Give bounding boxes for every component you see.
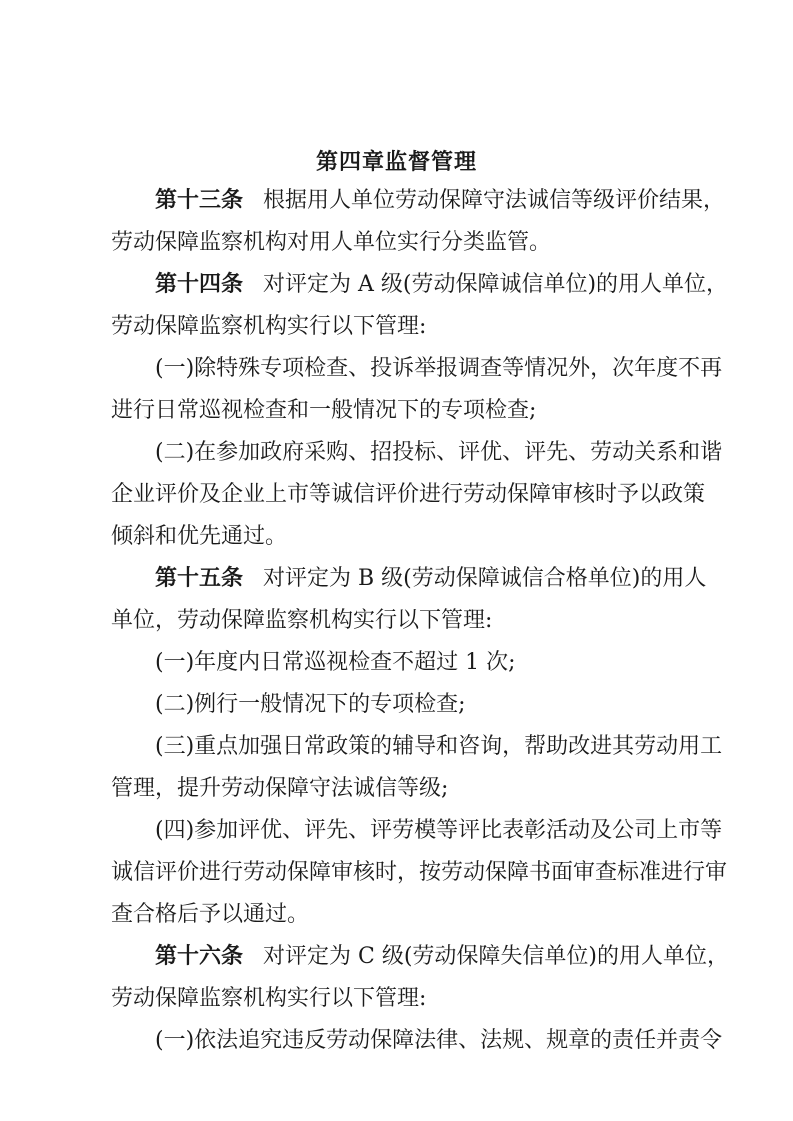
article-15-item-1: (一)年度内日常巡视检查不超过 1 次; bbox=[155, 650, 516, 675]
article-14-item-2-line-1: (二)在参加政府采购、招投标、评优、评先、劳动关系和谐 bbox=[155, 440, 723, 465]
article-14-label: 第十四条 bbox=[155, 272, 244, 297]
article-16-line-1 bbox=[155, 942, 730, 972]
article-15-item-4-line-3: 查合格后予以通过。 bbox=[111, 902, 310, 927]
article-15-line-2: 单位，劳动保障监察机构实行以下管理: bbox=[111, 608, 493, 633]
article-15-line-1 bbox=[155, 564, 707, 594]
chapter-title: 第四章监督管理 bbox=[315, 150, 477, 175]
article-16-label: 第十六条 bbox=[155, 944, 244, 969]
article-16-line-2: 劳动保障监察机构实行以下管理: bbox=[111, 986, 427, 1011]
article-14-line-2: 劳动保障监察机构实行以下管理: bbox=[111, 314, 427, 339]
article-16-item-1-line-1: (一)依法追究违反劳动保障法律、法规、规章的责任并责令 bbox=[155, 1028, 723, 1053]
article-15-item-2: (二)例行一般情况下的专项检查; bbox=[155, 692, 466, 717]
article-14-text-1: 对评定为 A 级(劳动保障诚信单位)的用人单位， bbox=[263, 272, 729, 297]
article-14-item-1-line-2: 进行日常巡视检查和一般情况下的专项检查; bbox=[111, 398, 537, 423]
article-13-label: 第十三条 bbox=[155, 188, 244, 213]
article-14-line-1 bbox=[155, 270, 729, 300]
article-13-line-1 bbox=[155, 186, 726, 216]
article-15-item-4-line-2: 诚信评价进行劳动保障审核时，按劳动保障书面审查标准进行审 bbox=[111, 860, 728, 885]
article-15-label: 第十五条 bbox=[155, 566, 244, 591]
article-13-text-1: 根据用人单位劳动保障守法诚信等级评价结果， bbox=[263, 188, 726, 213]
article-15-item-3-line-1: (三)重点加强日常政策的辅导和咨询，帮助改进其劳动用工 bbox=[155, 734, 723, 759]
article-16-text-1: 对评定为 C 级(劳动保障失信单位)的用人单位， bbox=[263, 944, 730, 969]
article-14-item-1-line-1: (一)除特殊专项检查、投诉举报调查等情况外，次年度不再 bbox=[155, 356, 723, 381]
article-13-line-2: 劳动保障监察机构对用人单位实行分类监管。 bbox=[111, 230, 552, 255]
article-15-item-4-line-1: (四)参加评优、评先、评劳模等评比表彰活动及公司上市等 bbox=[155, 818, 723, 843]
article-14-item-2-line-3: 倾斜和优先通过。 bbox=[111, 524, 288, 549]
article-15-text-1: 对评定为 B 级(劳动保障诚信合格单位)的用人 bbox=[263, 566, 707, 591]
article-15-item-3-line-2: 管理，提升劳动保障守法诚信等级; bbox=[111, 776, 449, 801]
article-14-item-2-line-2: 企业评价及企业上市等诚信评价进行劳动保障审核时予以政策 bbox=[111, 482, 706, 507]
